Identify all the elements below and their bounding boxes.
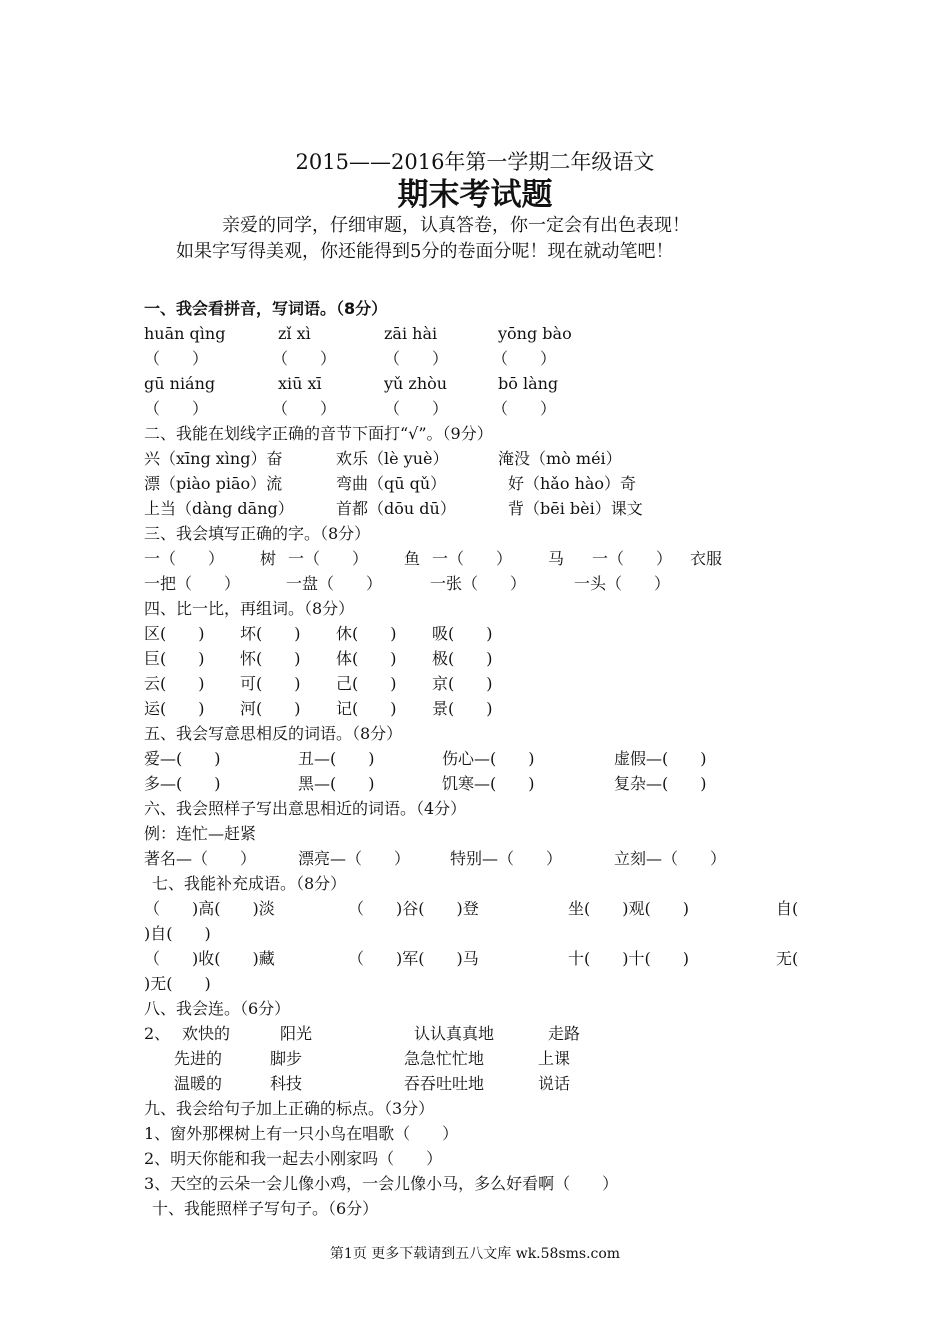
section1-blank-row1: [144, 346, 824, 371]
compare-item[interactable]: 极( ): [432, 649, 493, 668]
exam-title-line1: 2015——2016年第一学期二年级语文: [295, 150, 655, 174]
antonym-item[interactable]: 饥寒—( ): [442, 774, 535, 793]
fill-word: 马: [548, 549, 565, 568]
section4-row1: [144, 621, 824, 646]
section7-row1: [144, 896, 824, 921]
section1-blank-row2: [144, 396, 824, 421]
exam-title-line2: 期末考试题: [397, 177, 553, 213]
match-word[interactable]: 上课: [538, 1049, 571, 1068]
antonym-item[interactable]: 伤心—( ): [442, 749, 535, 768]
antonym-item[interactable]: 黑—( ): [298, 774, 375, 793]
section8-row1: [144, 1021, 824, 1046]
compare-item[interactable]: 吸( ): [432, 624, 493, 643]
intro-line1: 亲爱的同学，仔细审题，认真答卷，你一定会有出色表现！: [222, 215, 690, 236]
section7-row2-cont[interactable]: )无( ): [144, 974, 211, 993]
section5-row2: [144, 771, 824, 796]
section1-pinyin-row2: [144, 371, 824, 396]
fill-word: 衣服: [690, 549, 723, 568]
antonym-item[interactable]: 多—( ): [144, 774, 221, 793]
compare-item[interactable]: 己( ): [336, 674, 397, 693]
fill-item[interactable]: 一盘（ ）: [286, 574, 383, 593]
idiom-item[interactable]: （ )谷( )登: [348, 899, 479, 918]
match-number: 2、: [144, 1024, 171, 1043]
match-word[interactable]: 温暖的: [174, 1074, 223, 1093]
section1-heading: 一、我会看拼音，写词语。（8分）: [144, 299, 388, 318]
synonym-item[interactable]: 特别—（ ）: [450, 849, 563, 868]
compare-item[interactable]: 巨( ): [144, 649, 205, 668]
fill-item[interactable]: 一把（ ）: [144, 574, 241, 593]
answer-blank[interactable]: （ ）: [272, 399, 337, 418]
punctuation-item[interactable]: 2、明天你能和我一起去小刚家吗（ ）: [144, 1149, 443, 1168]
synonym-item[interactable]: 漂亮—（ ）: [298, 849, 411, 868]
match-word[interactable]: 急急忙忙地: [404, 1049, 485, 1068]
pinyin-item: yǔ zhòu: [384, 374, 448, 393]
section3-heading: 三、我会填写正确的字。（8分）: [144, 524, 371, 543]
compare-item[interactable]: 运( ): [144, 699, 205, 718]
compare-item[interactable]: 坏( ): [240, 624, 301, 643]
idiom-item[interactable]: （ )军( )马: [348, 949, 479, 968]
section4-row3: [144, 671, 824, 696]
pronunciation-item: 兴（xīng xìng）奋: [144, 449, 283, 468]
compare-item[interactable]: 京( ): [432, 674, 493, 693]
punctuation-item[interactable]: 3、天空的云朵一会儿像小鸡，一会儿像小马，多么好看啊（ ）: [144, 1174, 619, 1193]
pronunciation-item: 好（hǎo hào）奇: [508, 474, 637, 493]
section2-row2: [144, 471, 824, 496]
intro-line2: 如果字写得美观，你还能得到5分的卷面分呢！现在就动笔吧！: [176, 241, 674, 262]
compare-item[interactable]: 怀( ): [240, 649, 301, 668]
pronunciation-item: 弯曲（qū qǔ）: [336, 474, 447, 493]
pronunciation-item: 上当（dàng dāng）: [144, 499, 294, 518]
antonym-item[interactable]: 复杂—( ): [614, 774, 707, 793]
match-word[interactable]: 欢快的: [182, 1024, 231, 1043]
pinyin-item: zāi hài: [384, 324, 438, 343]
compare-item[interactable]: 可( ): [240, 674, 301, 693]
section6-heading: 六、我会照样子写出意思相近的词语。（4分）: [144, 799, 467, 818]
idiom-item[interactable]: （ )高( )淡: [144, 899, 275, 918]
section4-row2: [144, 646, 824, 671]
section8-row3: [144, 1071, 824, 1096]
fill-item[interactable]: 一（ ）: [288, 549, 369, 568]
section7-row2: [144, 946, 824, 971]
pronunciation-item: 首都（dōu dū）: [336, 499, 456, 518]
pinyin-item: yōng bào: [498, 324, 572, 343]
match-word[interactable]: 脚步: [270, 1049, 303, 1068]
synonym-item[interactable]: 立刻—（ ）: [614, 849, 727, 868]
idiom-item[interactable]: 坐( )观( ): [568, 899, 689, 918]
answer-blank[interactable]: （ ）: [492, 349, 557, 368]
fill-item[interactable]: 一（ ）: [592, 549, 673, 568]
pronunciation-item: 欢乐（lè yuè）: [336, 449, 449, 468]
section10-heading: 十、我能照样子写句子。（6分）: [152, 1199, 379, 1218]
fill-item[interactable]: 一（ ）: [144, 549, 225, 568]
compare-item[interactable]: 区( ): [144, 624, 205, 643]
exam-body: [144, 296, 824, 1221]
antonym-item[interactable]: 虚假—( ): [614, 749, 707, 768]
synonym-item[interactable]: 著名—（ ）: [144, 849, 257, 868]
section6-row1: [144, 846, 824, 871]
fill-word: 鱼: [404, 549, 421, 568]
section4-row4: [144, 696, 824, 721]
section4-heading: 四、比一比，再组词。（8分）: [144, 599, 355, 618]
antonym-item[interactable]: 丑—( ): [298, 749, 375, 768]
section7-row1-cont[interactable]: )自( ): [144, 924, 211, 943]
section5-row1: [144, 746, 824, 771]
idiom-item[interactable]: 十( )十( ): [568, 949, 689, 968]
answer-blank[interactable]: （ ）: [384, 399, 449, 418]
punctuation-item[interactable]: 1、窗外那棵树上有一只小鸟在唱歌（ ）: [144, 1124, 459, 1143]
section5-heading: 五、我会写意思相反的词语。（8分）: [144, 724, 403, 743]
idiom-item[interactable]: 无(: [776, 949, 799, 968]
section3-row1: [144, 546, 824, 571]
answer-blank[interactable]: （ ）: [272, 349, 337, 368]
compare-item[interactable]: 休( ): [336, 624, 397, 643]
section6-example: 例：连忙—赶紧: [144, 824, 257, 843]
section9-heading: 九、我会给句子加上正确的标点。（3分）: [144, 1099, 435, 1118]
answer-blank[interactable]: （ ）: [492, 399, 557, 418]
section1-pinyin-row1: [144, 321, 824, 346]
fill-item[interactable]: 一张（ ）: [430, 574, 527, 593]
compare-item[interactable]: 云( ): [144, 674, 205, 693]
antonym-item[interactable]: 爱—( ): [144, 749, 221, 768]
section8-heading: 八、我会连。（6分）: [144, 999, 291, 1018]
match-word[interactable]: 说话: [538, 1074, 571, 1093]
pinyin-item: bō làng: [498, 374, 559, 393]
compare-item[interactable]: 河( ): [240, 699, 301, 718]
section8-row2: [144, 1046, 824, 1071]
match-word[interactable]: 科技: [270, 1074, 303, 1093]
pronunciation-item: 背（bēi bèi）课文: [508, 499, 643, 518]
idiom-item[interactable]: 自(: [776, 899, 799, 918]
pinyin-item: gū niáng: [144, 374, 216, 393]
answer-blank[interactable]: （ ）: [144, 349, 209, 368]
answer-blank[interactable]: （ ）: [144, 399, 209, 418]
answer-blank[interactable]: （ ）: [384, 349, 449, 368]
idiom-item[interactable]: （ )收( )藏: [144, 949, 275, 968]
compare-item[interactable]: 记( ): [336, 699, 397, 718]
section2-row3: [144, 496, 824, 521]
compare-item[interactable]: 景( ): [432, 699, 493, 718]
pronunciation-item: 淹没（mò méi）: [498, 449, 622, 468]
match-word[interactable]: 先进的: [174, 1049, 223, 1068]
pinyin-item: xiū xī: [278, 374, 322, 393]
compare-item[interactable]: 体( ): [336, 649, 397, 668]
fill-item[interactable]: 一（ ）: [432, 549, 513, 568]
fill-word: 树: [260, 549, 277, 568]
page-footer: 第1页 更多下载请到五八文库 wk.58sms.com: [329, 1246, 621, 1262]
section7-heading: 七、我能补充成语。（8分）: [152, 874, 347, 893]
pinyin-item: huān qìng: [144, 324, 226, 343]
match-word[interactable]: 走路: [548, 1024, 581, 1043]
section2-row1: [144, 446, 824, 471]
section3-row2: [144, 571, 824, 596]
pronunciation-item: 漂（piào piāo）流: [144, 474, 283, 493]
match-word[interactable]: 阳光: [280, 1024, 313, 1043]
fill-item[interactable]: 一头（ ）: [574, 574, 671, 593]
pinyin-item: zǐ xì: [278, 324, 311, 343]
match-word[interactable]: 认认真真地: [414, 1024, 495, 1043]
section2-heading: 二、我能在划线字正确的音节下面打“√”。（9分）: [144, 424, 493, 443]
match-word[interactable]: 吞吞吐吐地: [404, 1074, 485, 1093]
